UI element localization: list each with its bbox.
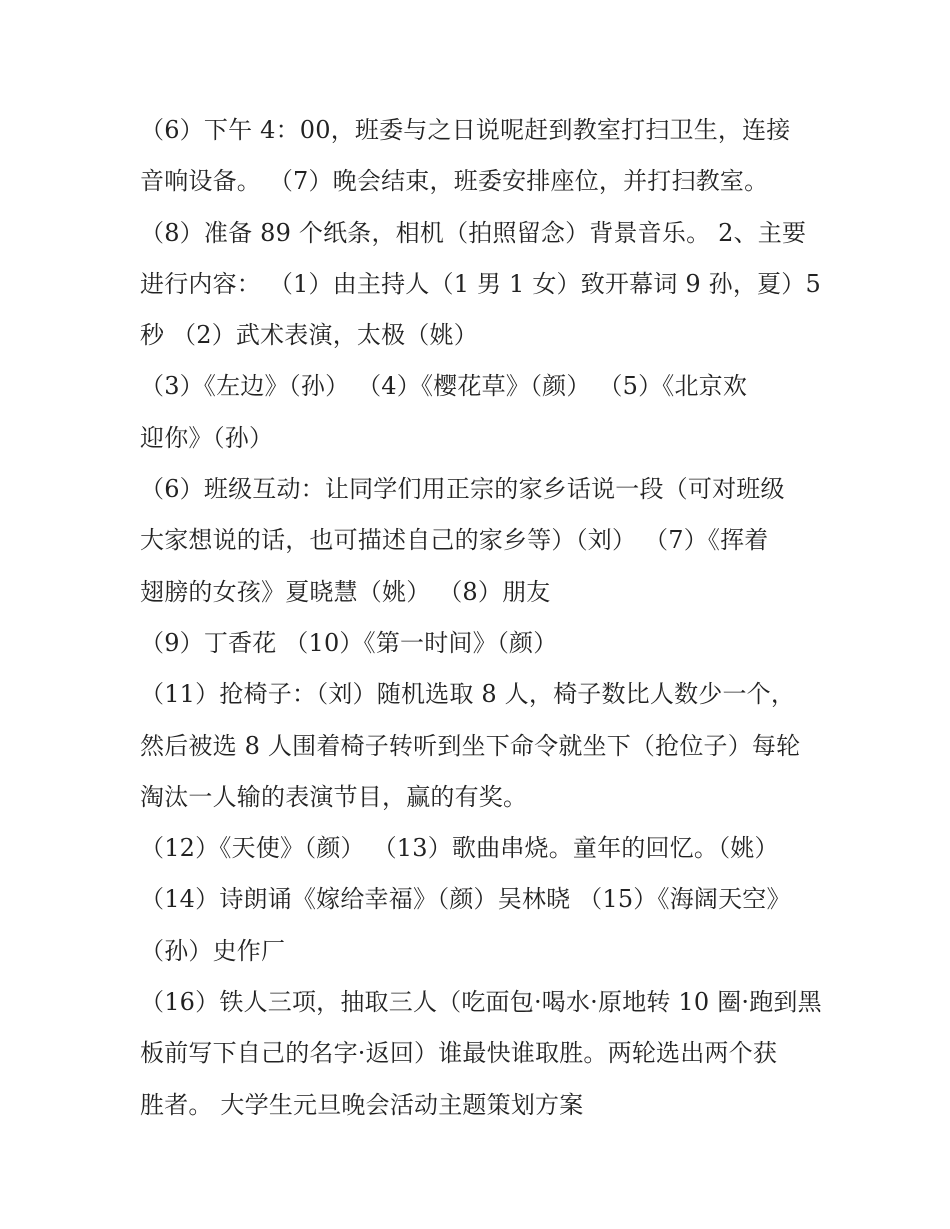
text-line: 翅膀的女孩》夏晓慧（姚） （8）朋友 bbox=[140, 577, 551, 606]
text-line: （12）《天使》（颜） （13）歌曲串烧。童年的回忆。（姚） bbox=[140, 834, 779, 863]
text-line: （11）抢椅子：（刘）随机选取 8 人，椅子数比人数少一个， bbox=[140, 680, 796, 709]
text-line: （8）准备 89 个纸条，相机（拍照留念）背景音乐。 2、主要 bbox=[140, 218, 807, 247]
text-line: 大家想说的话，也可描述自己的家乡等）（刘） （7）《挥着 bbox=[140, 526, 769, 555]
text-line: （16）铁人三项，抽取三人（吃面包·喝水·原地转 10 圈·跑到黑 bbox=[140, 988, 822, 1017]
text-line: 淘汰一人输的表演节目，赢的有奖。 bbox=[140, 782, 528, 811]
text-line: 音响设备。 （7）晚会结束，班委安排座位，并打扫教室。 bbox=[140, 167, 769, 196]
text-line: （6）班级互动：让同学们用正宗的家乡话说一段（可对班级 bbox=[140, 475, 785, 504]
text-line: （3）《左边》（孙） （4）《樱花草》（颜） （5）《北京欢 bbox=[140, 372, 748, 401]
text-line: （孙）史作厂 bbox=[140, 936, 286, 965]
text-line: （14）诗朗诵《嫁给幸福》（颜）吴林晓 （15）《海阔天空》 bbox=[140, 885, 791, 914]
document-body bbox=[140, 105, 830, 1131]
text-line: 秒 （2）武术表演，太极（姚） bbox=[140, 321, 478, 350]
text-line: 迎你》（孙） bbox=[140, 423, 274, 452]
text-line: 胜者。 大学生元旦晚会活动主题策划方案 bbox=[140, 1090, 584, 1119]
text-line: 然后被选 8 人围着椅子转听到坐下命令就坐下（抢位子）每轮 bbox=[140, 731, 801, 760]
text-line: （6）下午 4：00，班委与之日说呢赶到教室打扫卫生，连接 bbox=[140, 116, 791, 144]
text-line: 进行内容： （1）由主持人（1 男 1 女）致开幕词 9 孙，夏）5 bbox=[140, 269, 821, 298]
text-line: （9）丁香花 （10）《第一时间》（颜） bbox=[140, 628, 558, 657]
text-line: 板前写下自己的名字·返回）谁最快谁取胜。两轮选出两个获 bbox=[140, 1039, 778, 1068]
